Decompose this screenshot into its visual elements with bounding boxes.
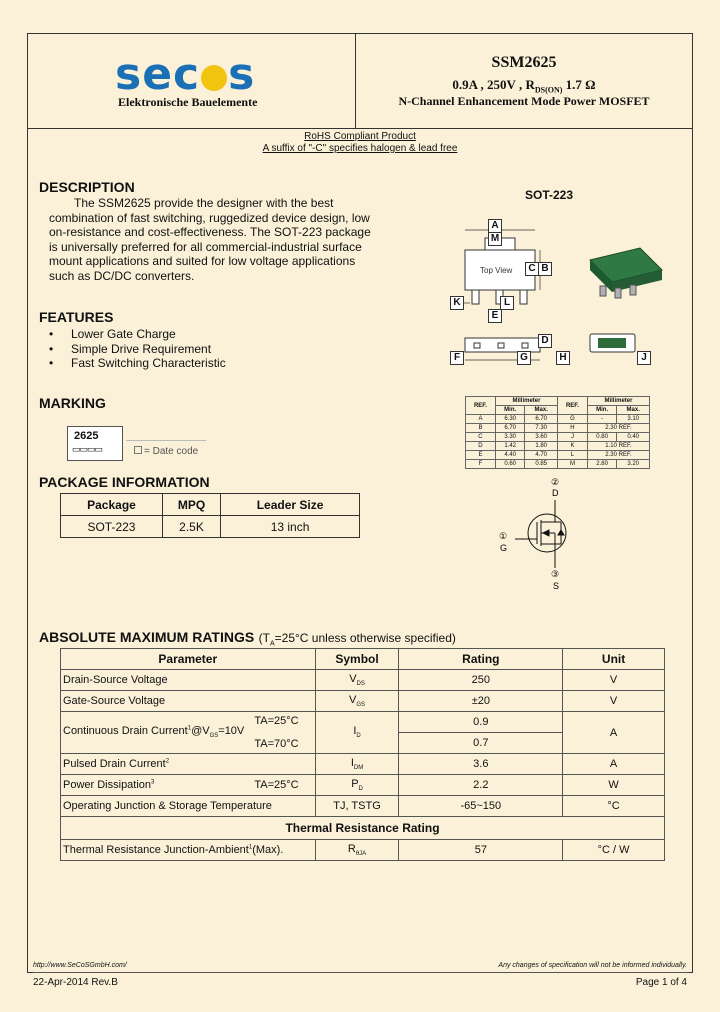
drain-label: D (552, 488, 559, 498)
table-row: B 6.70 7.30 H 2.30 REF. (466, 424, 650, 433)
column-header: Min. (587, 406, 616, 415)
top-view-lead (520, 290, 527, 304)
column-header: Unit (563, 649, 665, 670)
side-view-lead (498, 343, 504, 348)
dim-label-g: G (517, 351, 531, 365)
table-header-row (466, 397, 650, 406)
dimension-table (465, 396, 650, 469)
part-number: SSM2625 (491, 54, 557, 71)
ratings-heading: ABSOLUTE MAXIMUM RATINGS ($T_A=25^\circ C$ unless otherwise specified) (39, 629, 456, 648)
side-view-lead (522, 343, 528, 348)
column-header: REF. (557, 397, 587, 415)
description-heading: DESCRIPTION (39, 179, 135, 195)
logo-subtitle: Elektronische Bauelemente (118, 95, 258, 109)
dim-label-h: H (556, 351, 570, 365)
table-row: D 1.42 1.80 K 1.10 REF. (466, 442, 650, 451)
dim-label-d: D (538, 334, 552, 348)
footer-page: Page 1 of 4 (635, 977, 687, 988)
table-row: Gate-Source Voltage $V_{GS}$ ±20 V (61, 691, 665, 712)
ratings-table (60, 648, 665, 861)
footer-date: 22-Apr-2014 Rev.B (33, 977, 118, 988)
table-row: Drain-Source Voltage $V_{DS}$ 250 V (61, 670, 665, 691)
features-list (39, 327, 226, 371)
column-header: Max. (525, 406, 558, 415)
column-header: Millimeter (587, 397, 649, 406)
list-item: • Fast Switching Characteristic (39, 356, 226, 371)
footer-divider (33, 972, 689, 973)
marking-heading: MARKING (39, 395, 106, 411)
column-header: Leader Size (221, 494, 360, 516)
table-row (61, 516, 360, 538)
logo-letter: c (173, 49, 201, 100)
end-view-body-fill (598, 338, 626, 348)
table-row: F 0.60 0.85 M 2.80 3.20 (466, 460, 650, 469)
dim-label-l: L (500, 296, 514, 310)
mosfet-schematic (495, 476, 595, 591)
key-specs: 0.9A , 250V , $R_{DS(ON)}$ 1.7 Ω (452, 77, 596, 95)
logo-letter: s (228, 49, 256, 100)
source-label: S (553, 581, 560, 591)
column-header: MPQ (162, 494, 220, 516)
list-item: • Lower Gate Charge (39, 327, 226, 342)
package-drawing (440, 210, 680, 370)
table-row: Power Dissipation$^3$ TA=25°C $P_D$ 2.2 W (61, 775, 665, 796)
table-row: E 4.40 4.70 L 2.30 REF. (466, 451, 650, 460)
features-heading: FEATURES (39, 309, 114, 325)
dim-label-m: M (488, 232, 502, 246)
logo-dot-icon (201, 65, 227, 91)
top-view-lead (472, 290, 479, 304)
column-header: Package (61, 494, 163, 516)
logo-letter: e (142, 49, 174, 100)
dim-label-c: C (525, 262, 539, 276)
list-item: • Simple Drive Requirement (39, 342, 226, 357)
dim-label-a: A (488, 219, 502, 233)
drain-pin-number: ② (551, 477, 560, 487)
table-cell: 13 inch (221, 516, 360, 538)
column-header: Symbol (315, 649, 399, 670)
column-header: Millimeter (495, 397, 557, 406)
footer-notice: Any changes of specification will not be informed individually. (498, 962, 687, 969)
date-code-icon (134, 446, 142, 454)
table-row: A 6.30 6.70 G - 3.10 (466, 415, 650, 424)
column-header: Rating (399, 649, 563, 670)
dim-label-f: F (450, 351, 464, 365)
column-header: Max. (617, 406, 650, 415)
dim-label-k: K (450, 296, 464, 310)
halogen-note: A suffix of "-C" specifies halogen & lead free (262, 143, 458, 154)
table-row: Continuous Drain $Current^1@V_{GS}=10V$ TA=25°C TA=70°C $I_D$ 0.9 A (61, 712, 665, 733)
package-info-heading: PACKAGE INFORMATION (39, 474, 210, 490)
column-header: Parameter (61, 649, 316, 670)
table-cell: SOT-223 (61, 516, 163, 538)
date-code-boxes: ▭▭▭▭ (72, 444, 103, 454)
marking-code: 2625 (74, 430, 99, 442)
column-header: Min. (495, 406, 524, 415)
render-lead (600, 286, 606, 296)
table-header-row (61, 494, 360, 516)
table-row: 0.7 (61, 733, 665, 754)
marking-box (67, 426, 123, 461)
thermal-heading: Thermal Resistance Rating (61, 817, 665, 840)
table-cell: 2.5K (162, 516, 220, 538)
secos-logo (115, 49, 256, 100)
description-text: The SSM2625 provide the designer with the best combination of fast switching, ruggedized device design, low on-resistance and cost-effectiveness. The SOT-223 package is universally preferred for all commercial-industrial surface mount applications and suited for low voltage applications such as DC/DC converters. (49, 196, 371, 283)
gate-pin-number: ① (499, 531, 508, 541)
column-header: REF. (466, 397, 496, 415)
table-row: Pulsed Drain Current$^2$ $I_{DM}$ 3.6 A (61, 754, 665, 775)
mosfet-symbol-icon (515, 500, 566, 568)
date-code-legend: = Date code (134, 446, 198, 457)
table-header-row (61, 649, 665, 670)
source-pin-number: ③ (551, 569, 560, 579)
package-info-table (60, 493, 360, 538)
logo-letter: s (115, 49, 143, 100)
footer-url[interactable]: http://www.SeCoSGmbH.com/ (33, 962, 127, 969)
header-divider (27, 128, 693, 129)
gate-label: G (500, 543, 508, 553)
top-view-label: Top View (480, 266, 513, 275)
table-row: C 3.30 3.60 J 0.80 0.40 (466, 433, 650, 442)
rohs-line: RoHS Compliant Product (304, 131, 416, 142)
dim-label-e: E (488, 309, 502, 323)
device-type: N-Channel Enhancement Mode Power MOSFET (398, 94, 650, 108)
package-drawing-title: SOT-223 (525, 188, 574, 202)
dim-label-b: B (538, 262, 552, 276)
table-row (61, 817, 665, 840)
marking-leader-line (126, 440, 206, 441)
render-lead (615, 288, 621, 298)
table-row: Thermal Resistance Junction-Ambient$^1$(Max). $R_{\theta JA}$ 57 °C / W (61, 840, 665, 861)
table-row: Operating Junction & Storage Temperature TJ, TSTG -65~150 °C (61, 796, 665, 817)
render-lead (630, 285, 636, 295)
dim-label-j: J (637, 351, 651, 365)
side-view-lead (474, 343, 480, 348)
